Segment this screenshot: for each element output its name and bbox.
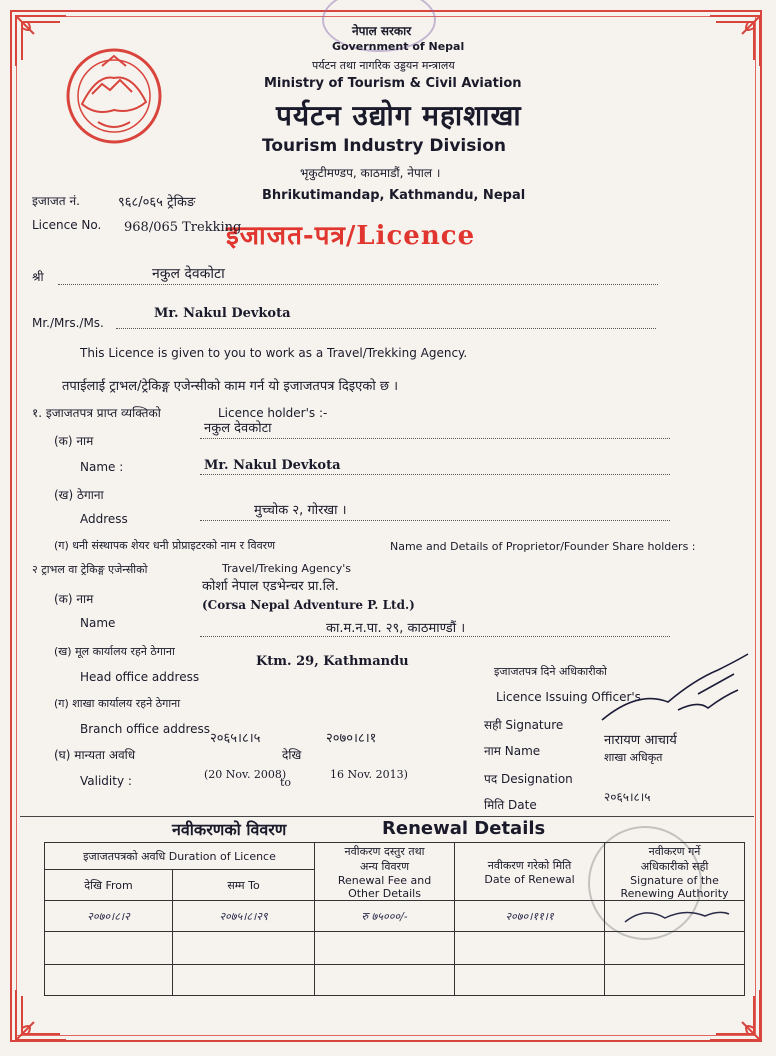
s2-branch-en: Branch office address — [80, 722, 211, 736]
licence-no-label-en: Licence No. — [32, 218, 102, 232]
row1-signature — [605, 901, 745, 932]
holder-en-line — [116, 328, 656, 329]
officer-designation-value: शाखा अधिकृत — [604, 751, 663, 764]
s2-validity-to-en: 16 Nov. 2013) — [330, 768, 408, 781]
section2-heading-dev: २ ट्राभल वा ट्रेकिङ्ग एजेन्सीको — [32, 563, 148, 576]
s2-validity-to-dev: २०७०।८।१ — [326, 731, 377, 746]
header-division-dev: पर्यटन उद्योग महाशाखा — [276, 99, 522, 132]
s1-name-dev-line — [200, 438, 670, 439]
header-ministry-en: Ministry of Tourism & Civil Aviation — [264, 76, 522, 91]
s1-address-label-en: Address — [80, 512, 128, 526]
s2-to: to — [280, 776, 292, 789]
holder-dev-line — [58, 284, 658, 285]
licence-no-value-en: 968/065 Trekking — [124, 220, 242, 235]
s1-shareholders-en: Name and Details of Proprietor/Founder Share holders : — [390, 540, 696, 553]
s2-head-office-en: Head office address — [80, 670, 200, 684]
s2-validity-en: Validity : — [80, 774, 132, 788]
header-division-en: Tourism Industry Division — [262, 136, 506, 156]
s1-shareholders-dev: (ग) धनी संस्थापक शेयर धनी प्रोप्राइटरको नाम र विवरण — [54, 539, 276, 552]
section2-heading-en: Travel/Treking Agency's — [222, 562, 351, 575]
s2-name-value-en: (Corsa Nepal Adventure P. Ltd.) — [202, 598, 415, 612]
col-from: देखि From — [45, 870, 173, 901]
s1-name-value-en: Mr. Nakul Devkota — [204, 458, 341, 473]
officer-issuer-en: Licence Issuing Officer's — [496, 690, 641, 704]
header-address-en: Bhrikutimandap, Kathmandu, Nepal — [262, 188, 526, 203]
renewal-table — [44, 842, 745, 996]
section1-heading-en: Licence holder's :- — [218, 406, 328, 420]
renewal-signature-icon — [615, 902, 735, 928]
col-duration: इजाजतपत्रको अवधि Duration of Licence — [45, 843, 315, 870]
officer-date-value: २०६५।८।५ — [604, 790, 651, 804]
statement-dev: तपाईलाई ट्राभल/ट्रेकिङ्ग एजेन्सीको काम गर्न यो इजाजतपत्र दिइएको छ । — [62, 379, 399, 394]
officer-designation-label: पद Designation — [484, 772, 573, 786]
s2-office-value-dev: का.म.न.पा. २९, काठमाण्डौं । — [326, 621, 466, 636]
table-row — [45, 932, 745, 965]
holder-name-en: Mr. Nakul Devkota — [154, 306, 291, 321]
col-to: सम्म To — [173, 870, 315, 901]
corner-ornament-top-left — [14, 14, 68, 68]
officer-sign-label: सही Signature — [484, 718, 564, 732]
header-nepal-sarkar: नेपाल सरकार — [352, 24, 412, 38]
row1-to: २०७५।८।२९ — [173, 901, 315, 932]
renewal-heading-dev: नवीकरणको विवरण — [172, 820, 287, 839]
officer-name-label: नाम Name — [484, 744, 541, 758]
row1-date: २०७०।११।१ — [455, 901, 605, 932]
renewal-header-row — [45, 843, 745, 870]
section1-heading-dev: १. इजाजतपत्र प्राप्त व्यक्तिको — [32, 406, 161, 420]
s2-validity-from-dev: २०६५।८।५ — [210, 731, 261, 746]
s1-address-value-dev: मुच्चोक २, गोरखा । — [254, 503, 347, 518]
header-address-dev: भृकुटीमण्डप, काठमाडौं, नेपाल । — [300, 166, 441, 180]
row1-from: २०७०।८।२ — [45, 901, 173, 932]
officer-name-value: नारायण आचार्य — [604, 733, 677, 748]
corner-ornament-top-right — [708, 14, 762, 68]
s1-address-label-dev: (ख) ठेगाना — [54, 488, 104, 502]
col-signature: नवीकरण गर्ने अधिकारीको सही Signature of the Renewing Authority — [605, 843, 745, 901]
licence-no-label-dev: इजाजत नं. — [32, 194, 80, 208]
s2-dekhi: देखि — [282, 748, 302, 762]
table-row — [45, 901, 745, 932]
licence-title: इजाजत-पत्र/Licence — [226, 221, 476, 251]
row1-fee: रु ७५०००/- — [315, 901, 455, 932]
officer-signature-icon — [598, 650, 762, 732]
s2-head-office-dev: (ख) मूल कार्यालय रहने ठेगाना — [54, 645, 175, 658]
officer-date-label: मिति Date — [484, 798, 537, 812]
s1-name-en-line — [200, 474, 670, 475]
renewal-heading-en: Renewal Details — [382, 818, 546, 839]
col-date: नवीकरण गरेको मिति Date of Renewal — [455, 843, 605, 901]
corner-ornament-bottom-right — [708, 988, 762, 1042]
s1-name-label-dev: (क) नाम — [54, 434, 94, 448]
s2-name-label-dev: (क) नाम — [54, 592, 94, 606]
col-fee: नवीकरण दस्तुर तथा अन्य विवरण Renewal Fee and Other Details — [315, 843, 455, 901]
holder-name-dev: नकुल देवकोटा — [152, 266, 225, 282]
licence-no-value-dev: ९६८/०६५ ट्रेकिङ — [118, 195, 196, 210]
s2-head-office-value-en: Ktm. 29, Kathmandu — [256, 654, 409, 669]
s1-name-label-en: Name : — [80, 460, 124, 474]
table-row — [45, 965, 745, 996]
corner-ornament-bottom-left — [14, 988, 68, 1042]
s1-address-line — [200, 520, 670, 521]
s1-name-value-dev: नकुल देवकोटा — [204, 421, 272, 436]
s2-name-value-dev: कोर्शा नेपाल एडभेन्चर प्रा.लि. — [202, 579, 339, 594]
s2-validity-dev: (घ) मान्यता अवधि — [54, 748, 136, 762]
header-ministry-dev: पर्यटन तथा नागरिक उड्डयन मन्त्रालय — [312, 59, 455, 72]
nepal-emblem-icon — [62, 44, 166, 148]
header-government: Government of Nepal — [332, 40, 465, 53]
s2-name-label-en: Name — [80, 616, 116, 630]
mr-label: Mr./Mrs./Ms. — [32, 316, 104, 330]
shri-label: श्री — [32, 270, 44, 284]
s2-validity-from-en: (20 Nov. 2008) — [204, 768, 287, 781]
s2-branch-dev: (ग) शाखा कार्यालय रहने ठेगाना — [54, 697, 181, 710]
officer-issuer-dev: इजाजतपत्र दिने अधिकारीको — [494, 665, 607, 678]
renewal-divider — [20, 816, 754, 817]
s2-office-line — [200, 636, 670, 637]
statement-en: This Licence is given to you to work as a Travel/Trekking Agency. — [80, 346, 468, 360]
